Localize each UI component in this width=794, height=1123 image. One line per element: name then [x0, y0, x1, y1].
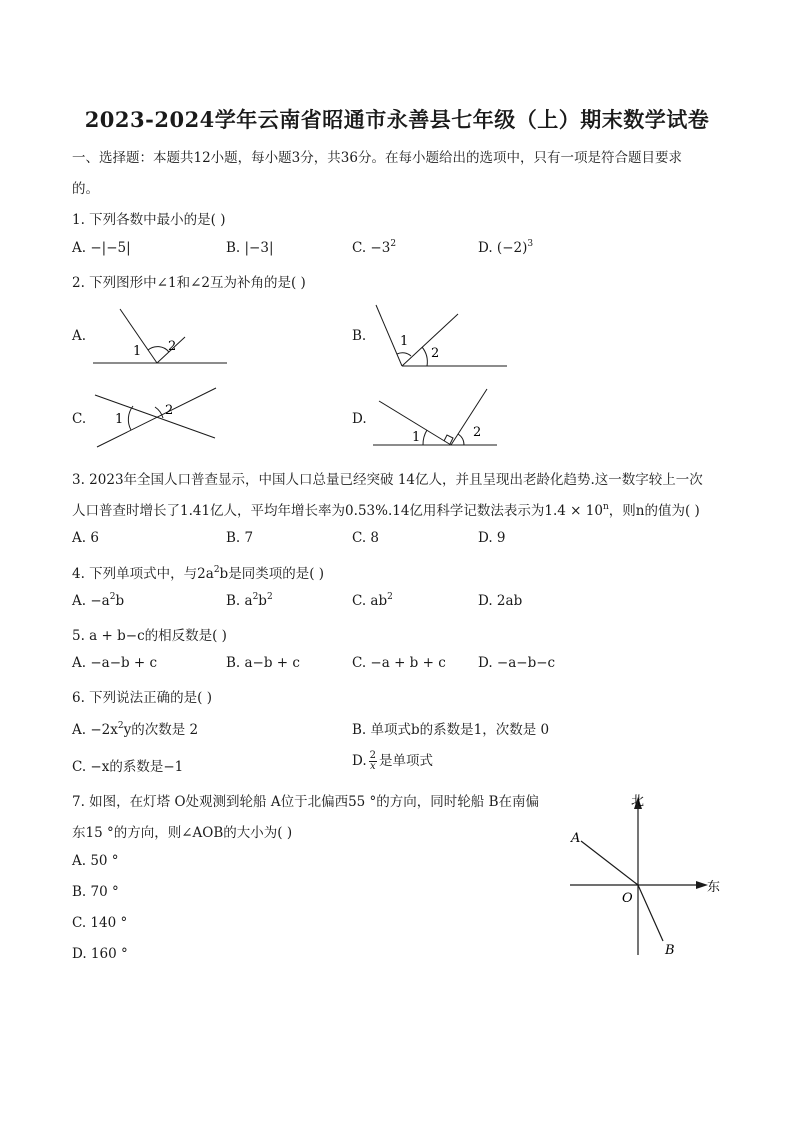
question-3-line1: 3. 2023年全国人口普查显示，中国人口总量已经突破 14亿人，并且呈现出老龄化趋势.这一数字较上一次	[72, 472, 703, 488]
q7-east-label: 东	[707, 880, 721, 895]
question-7-line1: 7. 如图，在灯塔 O处观测到轮船 A位于北偏西55 °的方向，同时轮船 B在南偏	[72, 794, 540, 810]
q2-figure-c	[85, 383, 235, 453]
q4-option-a: A. $-a^2b$	[72, 592, 125, 609]
question-5-stem: 5. a + b−c的相反数是( )	[72, 628, 227, 644]
q4-option-d: D. 2ab	[478, 593, 523, 609]
q2b-angle-2-label: 2	[431, 346, 440, 361]
q5-option-b: B. a−b + c	[226, 655, 300, 671]
q5-option-a: A. −a−b + c	[72, 655, 158, 671]
q7-point-b-label: B	[665, 943, 675, 958]
question-2-stem: 2. 下列图形中∠1和∠2互为补角的是( )	[72, 275, 306, 291]
q6-d-fraction: $\frac{2}{x}$	[369, 750, 377, 772]
q2-label-c: C.	[72, 411, 87, 427]
q6-option-b: B. 单项式b的系数是1，次数是 0	[352, 722, 550, 738]
q7-option-b: B. 70 °	[72, 884, 119, 900]
question-6-stem: 6. 下列说法正确的是( )	[72, 690, 212, 706]
q7-option-a: A. 50 °	[72, 853, 119, 869]
q1-option-a: A. −|−5|	[72, 240, 131, 256]
question-3-line2: 人口普查时增长了1.41亿人，平均年增长率为0.53%.14亿用科学记数法表示为$1.4 \times 10^n$，则n的值为( )	[72, 502, 700, 519]
q7-point-o-label: O	[622, 891, 633, 906]
q2c-angle-2-label: 2	[165, 403, 174, 418]
q2-figure-b	[365, 300, 515, 370]
section-heading-line2: 的。	[72, 181, 99, 197]
q7-compass-figure	[560, 785, 730, 965]
q2-label-b: B.	[352, 328, 367, 344]
q6-option-c: C. −x的系数是−1	[72, 759, 184, 775]
q6-option-a: A. $-2x^2y$的次数是 2	[72, 721, 199, 738]
q2a-angle-2-label: 2	[168, 339, 177, 354]
q4-option-b: B. $a^2b^2$	[226, 592, 273, 609]
q1-option-b: B. |−3|	[226, 240, 274, 256]
q1-option-d: D. $(-2)^3$	[478, 239, 534, 256]
q3-option-d: D. 9	[478, 530, 506, 546]
section-heading-line1: 一、选择题：本题共12小题，每小题3分，共36分。在每小题给出的选项中，只有一项是符合题目要求	[72, 150, 682, 166]
q2-label-d: D.	[352, 411, 367, 427]
question-7-line2: 东15 °的方向，则∠AOB的大小为( )	[72, 825, 293, 841]
q2d-angle-2-label: 2	[473, 425, 482, 440]
q7-option-c: C. 140 °	[72, 915, 128, 931]
page-title: 2023-2024学年云南省昭通市永善县七年级（上）期末数学试卷	[84, 107, 710, 132]
q3-option-b: B. 7	[226, 530, 254, 546]
q7-north-label: 北	[631, 794, 645, 809]
q4-option-c: C. $ab^2$	[352, 592, 393, 609]
q5-option-c: C. −a + b + c	[352, 655, 446, 671]
q2-label-a: A.	[72, 328, 87, 344]
q2c-angle-1-label: 1	[115, 412, 124, 427]
q5-option-d: D. −a−b−c	[478, 655, 556, 671]
question-1-stem: 1. 下列各数中最小的是( )	[72, 212, 226, 228]
q2a-angle-1-label: 1	[133, 344, 142, 359]
question-4-stem: 4. 下列单项式中，与$2a^2b$是同类项的是( )	[72, 565, 325, 582]
q2d-angle-1-label: 1	[412, 430, 421, 445]
q2b-angle-1-label: 1	[400, 334, 409, 349]
q6-option-d: D. $\frac{2}{x}$ 是单项式	[352, 750, 434, 772]
q3-option-a: A. 6	[72, 530, 99, 546]
q2-figure-d	[365, 383, 515, 453]
q3-option-c: C. 8	[352, 530, 380, 546]
q7-point-a-label: A	[571, 831, 581, 846]
q1-option-c: C. $-3^2$	[352, 239, 397, 256]
q7-option-d: D. 160 °	[72, 946, 128, 962]
q2-figure-a	[85, 300, 235, 370]
